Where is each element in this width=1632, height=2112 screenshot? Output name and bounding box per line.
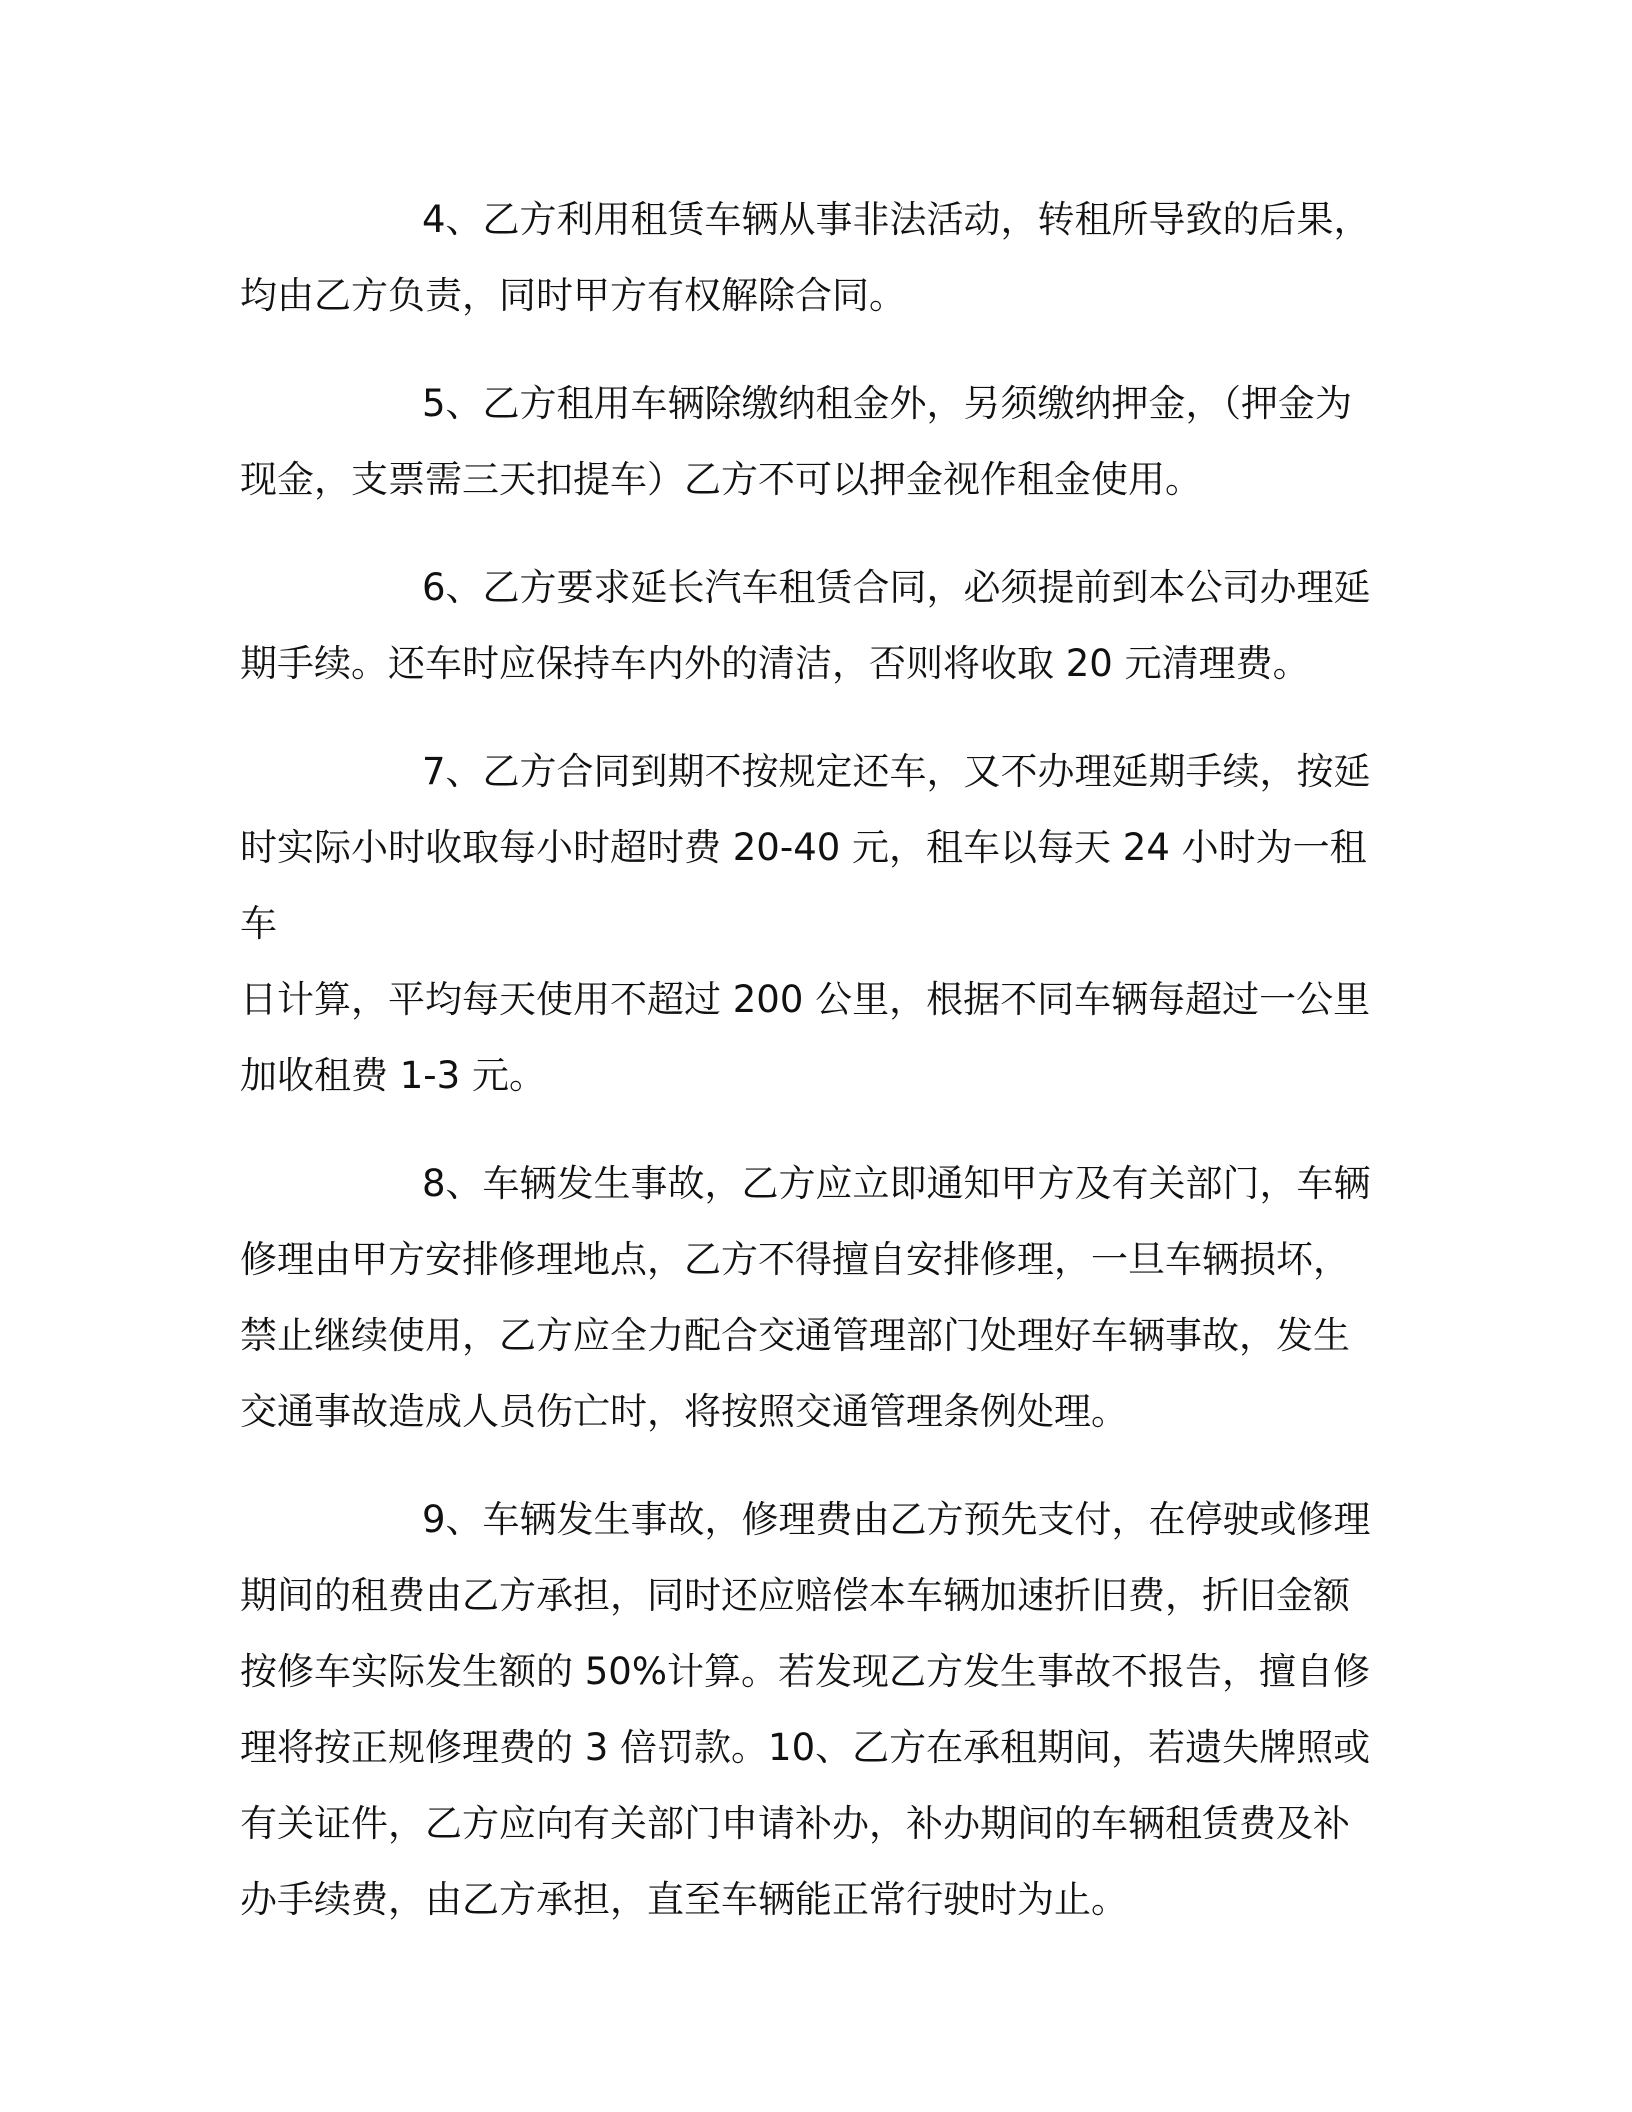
contract-body bbox=[240, 182, 1380, 1970]
clause-9-10-paragraph: 9、车辆发生事故，修理费由乙方预先支付，在停驶或修理 期间的租费由乙方承担，同时还应赔偿本车辆加速折旧费，折旧金额 按修车实际发生额的 50%计算。若发现乙方发生事故不报告，擅自修 理将按正规修理费的 3 倍罚款。10、乙方在承租期间，若遗失牌照或 有关证件，乙方应向有关部门申请补办，补办期间的车辆租赁费及补 办手续费，由乙方承担，直至车辆能正常行驶时为止。 bbox=[240, 1498, 1371, 1921]
clause-7-paragraph: 7、乙方合同到期不按规定还车，又不办理延期手续，按延 时实际小时收取每小时超时费 20-40 元，租车以每天 24 小时为一租车 日计算，平均每天使用不超过 200 公里，根据不同车辆每超过一公里 加收租费 1-3 元。 bbox=[240, 750, 1371, 1097]
clause-5-paragraph: 5、乙方租用车辆除缴纳租金外，另须缴纳押金，（押金为 现金，支票需三天扣提车）乙方不可以押金视作租金使用。 bbox=[240, 382, 1353, 501]
clause-4-paragraph: 4、乙方利用租赁车辆从事非法活动，转租所导致的后果， 均由乙方负责，同时甲方有权解除合同。 bbox=[240, 198, 1371, 317]
clause-8-paragraph: 8、车辆发生事故，乙方应立即通知甲方及有关部门，车辆 修理由甲方安排修理地点，乙方不得擅自安排修理，一旦车辆损坏， 禁止继续使用，乙方应全力配合交通管理部门处理好车辆事故，发生 交通事故造成人员伤亡时，将按照交通管理条例处理。 bbox=[240, 1162, 1371, 1433]
clause-6-paragraph: 6、乙方要求延长汽车租赁合同，必须提前到本公司办理延 期手续。还车时应保持车内外的清洁，否则将收取 20 元清理费。 bbox=[240, 566, 1371, 685]
